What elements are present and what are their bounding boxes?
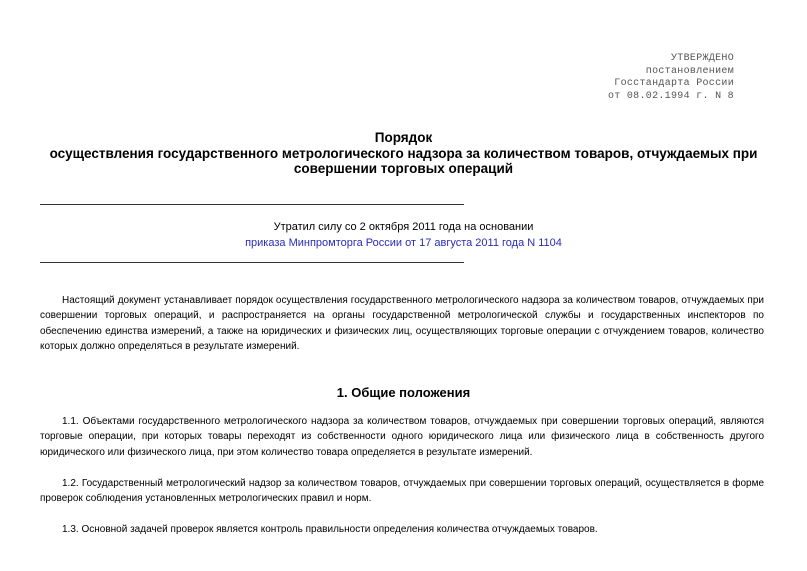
- approval-stamp: [608, 53, 734, 103]
- title-line-2: осуществления государственного метрологического надзора за количеством товаров, отчуждаемых при: [49, 145, 758, 161]
- validity-status: [40, 220, 767, 251]
- approval-line-date: от 08.02.1994 г. N 8: [607, 90, 734, 102]
- approval-line-decree: постановлением: [645, 65, 734, 77]
- paragraph-1-1: 1.1. Объектами государственного метрологического надзора за количеством товаров, отчуждаемых при совершении торговых операций, являются торговые операции, при которых товары переходят из собственности одного юридического лица или физического лица в собственность другого юридического или физического лица, при этом количество товара определяется в результате измерений.: [40, 416, 764, 458]
- section-heading: 1. Общие положения: [336, 385, 471, 400]
- title-line-1: Порядок: [374, 130, 433, 145]
- paragraph-1-2: 1.2. Государственный метрологический надзор за количеством товаров, отчуждаемых при совершении торговых операций, осуществляется в форме проверок соблюдения установленных метрологических правил и норм.: [40, 478, 764, 505]
- paragraph-1-3: 1.3. Основной задачей проверок является контроль правильности определения количества отчуждаемых товаров.: [62, 524, 598, 535]
- divider-top: [40, 204, 464, 205]
- approval-line-approved: УТВЕРЖДЕНО: [670, 53, 734, 64]
- repeal-order-link[interactable]: приказа Минпромторга России от 17 августа 2011 года N 1104: [245, 236, 562, 249]
- intro-paragraph: Настоящий документ устанавливает порядок осуществления государственного метрологического надзора за количеством товаров, отчуждаемых при совершении торговых операций, и распространяется на органы государственной метрологической службы и государственных инспекторов по обеспечению единства измерений, а также на юридических и физических лиц, осуществляющих торговые операции с отчуждением товаров, количество которых должно определяться в результате измерений.: [40, 295, 764, 352]
- document-title: [40, 130, 767, 177]
- status-text: Утратил силу со 2 октября 2011 года на основании: [273, 221, 534, 233]
- divider-bottom: [40, 262, 464, 263]
- approval-line-authority: Госстандарта России: [614, 78, 734, 89]
- title-line-3: совершении торговых операций: [293, 161, 514, 176]
